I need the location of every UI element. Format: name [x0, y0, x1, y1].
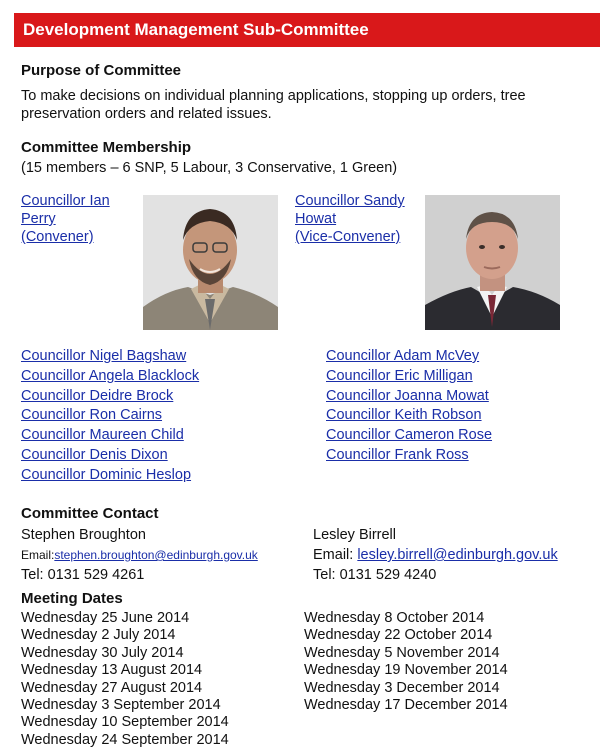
meeting-date: Wednesday 3 December 2014: [304, 679, 500, 696]
contact-right-email-label: Email:: [313, 547, 354, 563]
page-banner: [14, 13, 600, 47]
member-link[interactable]: Councillor Deidre Brock: [21, 387, 174, 404]
meeting-date: Wednesday 27 August 2014: [21, 679, 203, 696]
convener-link[interactable]: [21, 192, 141, 246]
contact-left-name: Stephen Broughton: [21, 527, 146, 543]
convener-name-line-2[interactable]: Perry: [21, 211, 56, 227]
convener-role[interactable]: (Convener): [21, 229, 94, 245]
contact-left-tel: Tel: 0131 529 4261: [21, 567, 145, 583]
meeting-date: Wednesday 22 October 2014: [304, 627, 493, 644]
meeting-date: Wednesday 5 November 2014: [304, 644, 500, 661]
page-title: Development Management Sub-Committee: [23, 20, 369, 39]
meeting-date: Wednesday 25 June 2014: [21, 610, 190, 626]
convener-portrait-image: [143, 195, 278, 330]
purpose-line-1: To make decisions on individual planning applications, stopping up orders, tree: [21, 88, 526, 104]
member-link[interactable]: Councillor Ron Cairns: [21, 407, 163, 424]
contact-left-email-label: Email:: [21, 548, 55, 562]
member-link[interactable]: Councillor Denis Dixon: [21, 446, 168, 463]
meetings-left-list: [21, 610, 229, 749]
meeting-date: Wednesday 3 September 2014: [21, 697, 221, 714]
member-link[interactable]: Councillor Dominic Heslop: [21, 466, 192, 483]
convener-photo: [143, 195, 278, 330]
member-link[interactable]: Councillor Angela Blacklock: [21, 367, 200, 384]
purpose-text: [21, 87, 591, 123]
meeting-date: Wednesday 10 September 2014: [21, 714, 229, 731]
vice-convener-link[interactable]: [295, 192, 425, 246]
meetings-right-list: [304, 610, 508, 714]
member-link[interactable]: Councillor Eric Milligan: [326, 367, 473, 384]
membership-summary: (15 members – 6 SNP, 5 Labour, 3 Conservative, 1 Green): [21, 160, 398, 176]
purpose-line-2: preservation orders and related issues.: [21, 106, 272, 122]
vice-convener-role[interactable]: (Vice-Convener): [295, 229, 401, 245]
member-link[interactable]: Councillor Keith Robson: [326, 407, 482, 424]
meeting-date: Wednesday 19 November 2014: [304, 662, 508, 679]
contact-right-name: Lesley Birrell: [313, 527, 396, 543]
contact-left: [21, 525, 258, 585]
contact-right-email-link[interactable]: lesley.birrell@edinburgh.gov.uk: [357, 547, 558, 563]
meeting-date: Wednesday 24 September 2014: [21, 731, 229, 748]
vice-convener-portrait-image: [425, 195, 560, 330]
member-link[interactable]: Councillor Cameron Rose: [326, 427, 493, 444]
contact-left-email-link[interactable]: stephen.broughton@edinburgh.gov.uk: [54, 548, 258, 562]
member-link[interactable]: Councillor Maureen Child: [21, 427, 184, 444]
member-link[interactable]: Councillor Joanna Mowat: [326, 387, 489, 404]
contact-heading: Committee Contact: [21, 505, 159, 522]
convener-name-line-1[interactable]: Councillor Ian: [21, 193, 110, 209]
meeting-date: Wednesday 17 December 2014: [304, 697, 508, 714]
vice-convener-name-line-1[interactable]: Councillor Sandy: [295, 193, 405, 209]
meeting-date: Wednesday 2 July 2014: [21, 627, 176, 644]
meeting-date: Wednesday 30 July 2014: [21, 644, 184, 661]
members-left-list: [21, 347, 199, 486]
vice-convener-name-line-2[interactable]: Howat: [295, 211, 337, 227]
member-link[interactable]: Councillor Frank Ross: [326, 446, 469, 463]
contact-right: [313, 525, 558, 585]
meeting-date: Wednesday 8 October 2014: [304, 610, 485, 626]
vice-convener-photo: [425, 195, 560, 330]
meeting-date: Wednesday 13 August 2014: [21, 662, 203, 679]
purpose-heading: Purpose of Committee: [21, 62, 182, 79]
member-link[interactable]: Councillor Adam McVey: [326, 348, 480, 364]
contact-right-tel: Tel: 0131 529 4240: [313, 567, 437, 583]
membership-heading: Committee Membership: [21, 139, 192, 156]
member-link[interactable]: Councillor Nigel Bagshaw: [21, 348, 187, 364]
meetings-heading: Meeting Dates: [21, 590, 123, 607]
members-right-list: [326, 347, 492, 466]
